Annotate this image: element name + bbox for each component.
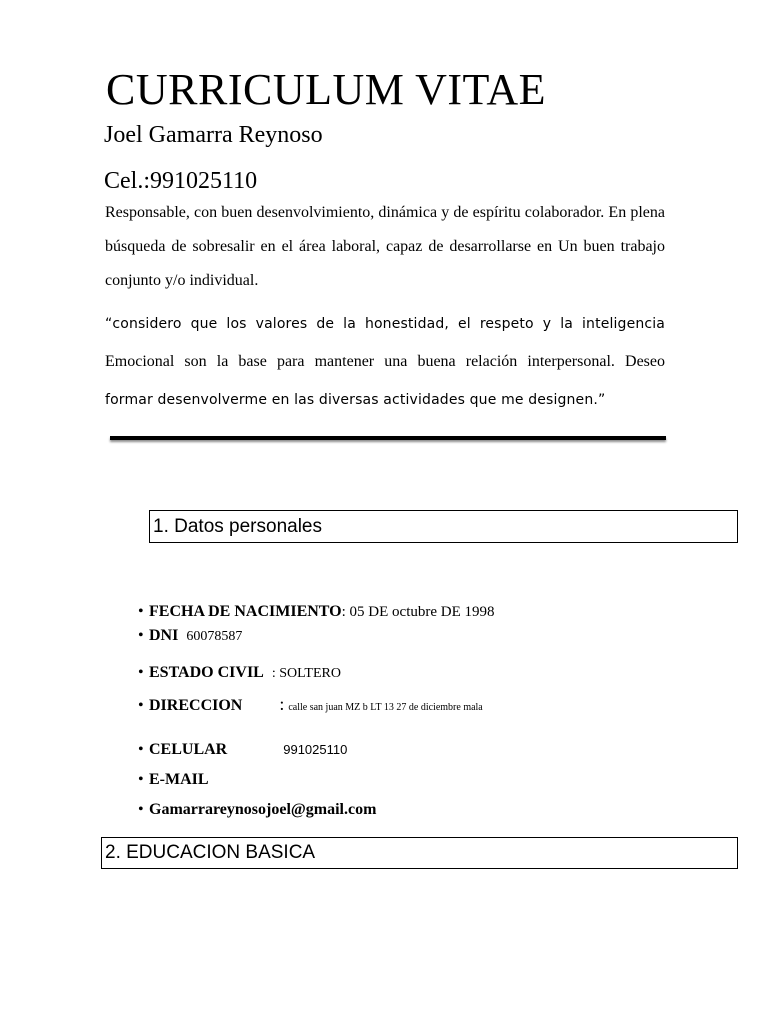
bullet: • [138, 603, 144, 620]
dni-value: 60078587 [186, 629, 243, 644]
address-label: DIRECCION [149, 697, 243, 714]
bullet: • [138, 741, 144, 758]
address-item [138, 694, 483, 715]
bullet: • [138, 664, 144, 681]
mobile-label: CELULAR [149, 741, 228, 758]
quote-paragraph [105, 305, 665, 419]
mobile-item [138, 741, 347, 759]
bullet: • [138, 697, 144, 714]
mobile-value: 991025110 [283, 742, 348, 757]
candidate-name: Joel Gamarra Reynoso [104, 122, 323, 148]
bullet: • [138, 627, 144, 644]
section-basic-education: 2. EDUCACION BASICA [101, 837, 738, 869]
section-divider [110, 436, 666, 440]
bullet: • [138, 771, 144, 788]
address-colon: : [279, 694, 285, 714]
birth-date-label: FECHA DE NACIMIENTO [149, 603, 342, 620]
email-label: E-MAIL [149, 771, 209, 788]
section-personal-data: 1. Datos personales [149, 510, 738, 543]
quote-line-1: “considero que los valores de la honestidad, el respeto y la inteligencia [105, 316, 665, 332]
document-title: CURRICULUM VITAE [106, 65, 547, 114]
quote-line-3: formar desenvolverme en las diversas actividades que me designen.” [105, 392, 606, 408]
birth-date-item [138, 603, 495, 621]
dni-item [138, 627, 242, 645]
address-value: calle san juan MZ b LT 13 27 de diciembre mala [288, 702, 483, 713]
quote-line-2: Emocional son la base para mantener una buena relación interpersonal. Deseo [105, 353, 665, 370]
dni-label: DNI [149, 627, 179, 644]
email-label-item [138, 771, 209, 789]
profile-paragraph: Responsable, con buen desenvolvimiento, dinámica y de espíritu colaborador. En plena búsqueda de sobresalir en el área laboral, capaz de desarrollarse en Un buen trabajo conjunto y/o individual. [105, 204, 665, 289]
email-value: Gamarrareynosojoel@gmail.com [149, 801, 377, 818]
civil-status-value: : SOLTERO [271, 666, 341, 681]
birth-date-value: : 05 DE octubre DE 1998 [341, 604, 495, 620]
bullet: • [138, 801, 144, 818]
civil-status-label: ESTADO CIVIL [149, 664, 264, 681]
civil-status-item [138, 664, 341, 682]
email-value-item [138, 801, 376, 819]
phone-heading: Cel.:991025110 [104, 168, 258, 194]
